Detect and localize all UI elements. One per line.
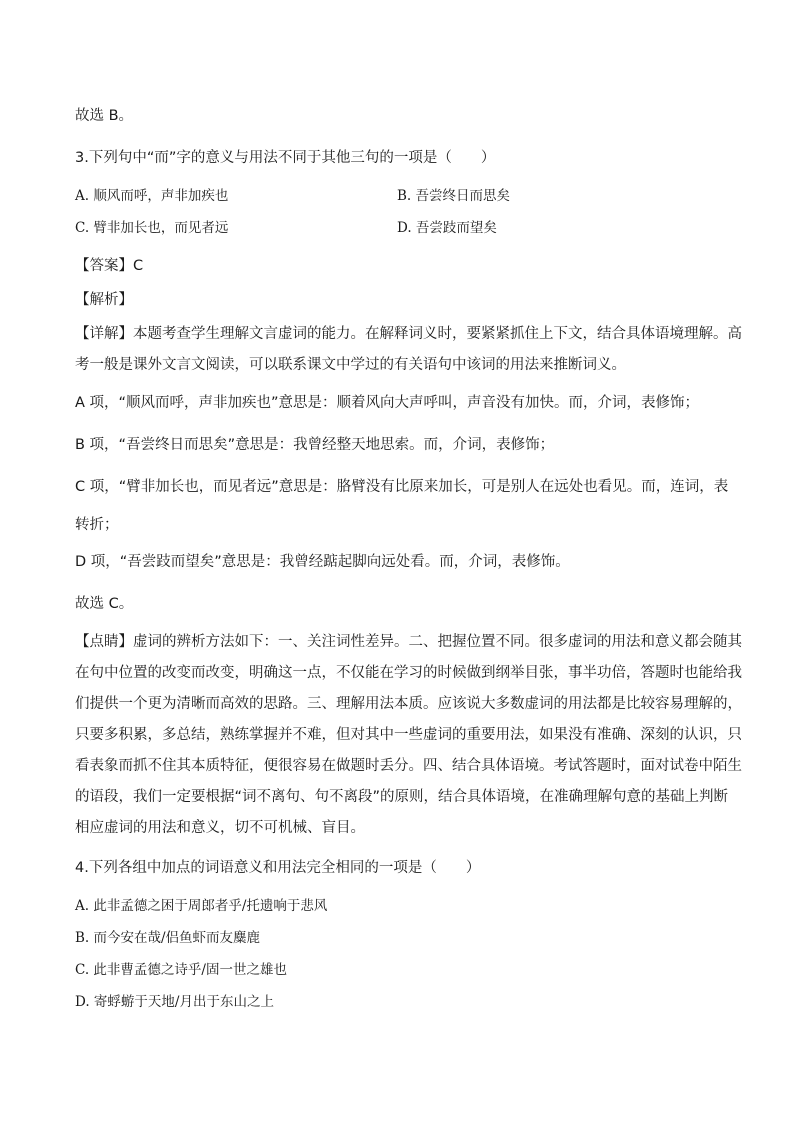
question-4-stem: 4.下列各组中加点的词语意义和用法完全相同的一项是（ ）	[75, 860, 481, 876]
question-3-stem: 3.下列句中“而”字的意义与用法不同于其他三句的一项是（ ）	[75, 150, 496, 166]
explanation-a: A 项，“顺风而呼，声非加疾也”意思是：顺着风向大声呼叫，声音没有加快。而，介词，表修饰；	[75, 395, 700, 411]
answer-line	[75, 256, 143, 276]
dianjing-line: 只要多积累，多总结，熟练掌握并不难，但对其中一些虚词的重要用法，如果没有准确、深刻的认识，只	[75, 727, 742, 743]
detail-line-1: 【详解】本题考查学生理解文言虚词的能力。在解释词义时，要紧紧抓住上下文，结合具体语境理解。高	[75, 326, 742, 342]
answer-label: 【答案】	[75, 258, 133, 274]
dianjing-line: 们提供一个更为清晰而高效的思路。三、理解用法本质。应该说大多数虚词的用法都是比较容易理解的，	[75, 696, 742, 712]
conclusion-choose-b: 故选 B。	[75, 108, 134, 124]
dianjing-line: 相应虚词的用法和意义，切不可机械、盲目。	[75, 820, 365, 836]
q3-option-b: B. 吾尝终日而思矣	[397, 188, 511, 204]
explanation-c-line-1: C 项，“臂非加长也，而见者远”意思是：胳臂没有比原来加长，可是别人在远处也看见。而，连词，表	[75, 479, 729, 495]
explanation-c-line-2: 转折；	[75, 517, 119, 533]
q3-option-a: A. 顺风而呼，声非加疾也	[75, 188, 229, 204]
detail-line-2: 考一般是课外文言文阅读，可以联系课文中学过的有关语句中该词的用法来推断词义。	[75, 357, 626, 373]
answer-value: C	[133, 258, 144, 274]
explanation-b: B 项，“吾尝终日而思矣”意思是：我曾经整天地思索。而，介词，表修饰；	[75, 437, 555, 453]
explanation-d: D 项，“吾尝跂而望矣”意思是：我曾经踮起脚向远处看。而，介词，表修饰。	[75, 554, 570, 570]
q3-option-c: C. 臂非加长也，而见者远	[75, 220, 229, 236]
q4-option-d: D. 寄蜉蝣于天地/月出于东山之上	[75, 994, 274, 1010]
dianjing-line: 【点睛】虚词的辨析方法如下：一、关注词性差异。二、把握位置不同。很多虚词的用法和意义都会随其	[75, 634, 742, 650]
dianjing-paragraph	[75, 632, 742, 849]
conclusion-choose-c: 故选 C。	[75, 596, 134, 612]
analysis-label: 【解析】	[75, 292, 133, 308]
dianjing-line: 的语段，我们一定要根据“词不离句、句不离段”的原则，结合具体语境，在准确理解句意的基础上判断	[75, 789, 729, 805]
q3-option-d: D. 吾尝跂而望矣	[397, 220, 497, 236]
q4-option-a: A. 此非孟德之困于周郎者乎/托遗响于悲风	[75, 898, 328, 914]
dianjing-line: 在句中位置的改变而改变，明确这一点，不仅能在学习的时候做到纲举目张，事半功倍，答题时也能给我	[75, 665, 742, 681]
q4-option-c: C. 此非曹孟德之诗乎/固一世之雄也	[75, 962, 287, 978]
q4-option-b: B. 而今安在哉/侣鱼虾而友麋鹿	[75, 930, 261, 946]
dianjing-line: 看表象而抓不住其本质特征，便很容易在做题时丢分。四、结合具体语境。考试答题时，面对试卷中陌生	[75, 758, 742, 774]
